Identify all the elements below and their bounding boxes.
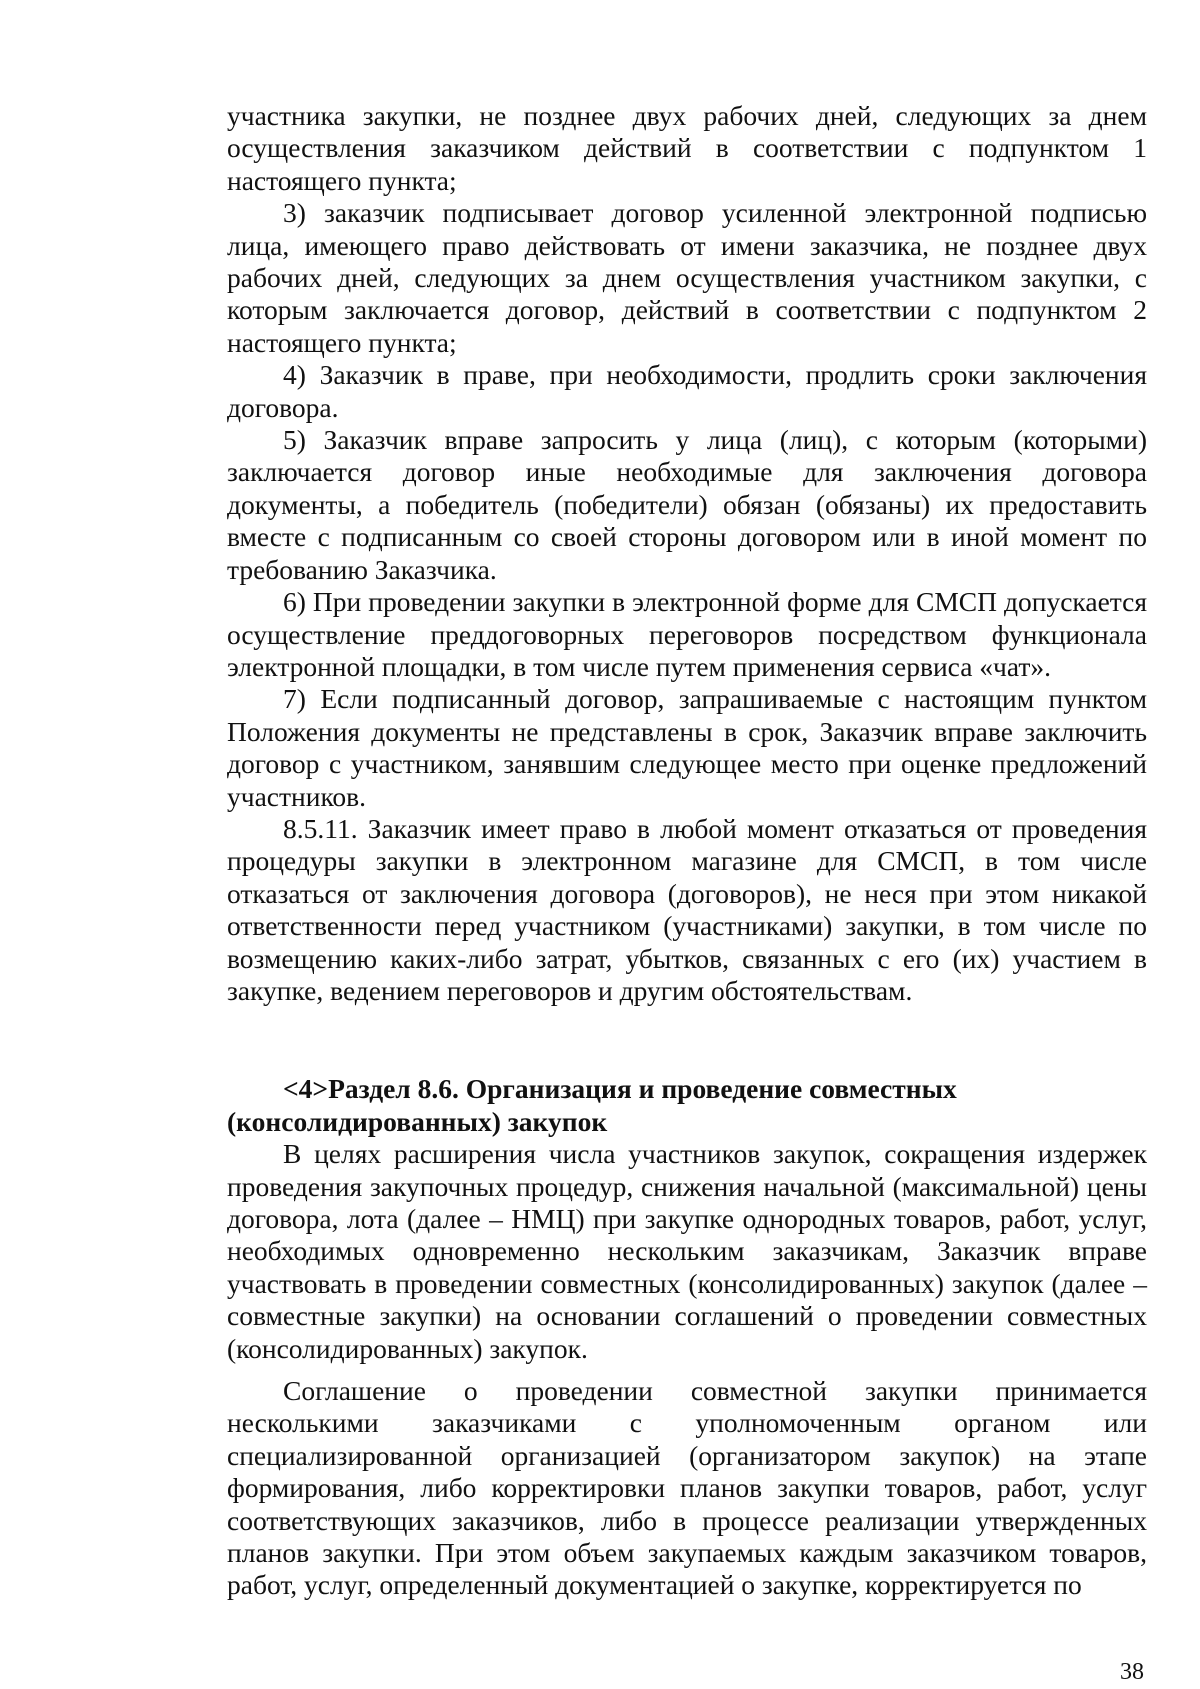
section-heading-8-6: <4>Раздел 8.6. Организация и проведение совместных (консолидированных) закупок [227,1073,957,1137]
paragraph-item-3: 3) заказчик подписывает договор усиленной электронной подписью лица, имеющего право действовать от имени заказчика, не позднее двух рабочих дней, следующих за днем осуществления участником закупки, с которым заключается договор, действий в соответствии с подпунктом 2 настоящего пункта; [227,197,1147,358]
paragraph-8-5-11: 8.5.11. Заказчик имеет право в любой момент отказаться от проведения процедуры закупки в электронном магазине для СМСП, в том числе отказаться от заключения договора (договоров), не неся при этом никакой ответственности перед участником (участниками) закупки, в том числе по возмещению каких-либо затрат, убытков, связанных с его (их) участием в закупке, ведением переговоров и другим обстоятельствам. [227,812,1147,1006]
section-paragraph-2: Соглашение о проведении совместной закупки принимается несколькими заказчиками с уполномоченным органом или специализированной организацией (организатором закупок) на этапе формирования, либо корректировки планов закупки товаров, работ, услуг соответствующих заказчиков, либо в процессе реализации утвержденных планов закупки. При этом объем закупаемых каждым заказчиком товаров, работ, услуг, определенный документацией о закупке, корректируется по [227,1375,1147,1601]
section-paragraph-1: В целях расширения числа участников закупок, сокращения издержек проведения закупочных процедур, снижения начальной (максимальной) цены договора, лота (далее – НМЦ) при закупке однородных товаров, работ, услуг, необходимых одновременно нескольким заказчикам, Заказчик вправе участвовать в проведении совместных (консолидированных) закупок (далее – совместные закупки) на основании соглашений о проведении совместных (консолидированных) закупок. [227,1138,1147,1364]
document-body [227,100,1147,1602]
paragraph-continuation: участника закупки, не позднее двух рабочих дней, следующих за днем осуществления заказчиком действий в соответствии с подпунктом 1 настоящего пункта; [227,100,1147,196]
paragraph-item-4: 4) Заказчик в праве, при необходимости, продлить сроки заключения договора. [227,359,1147,423]
paragraph-item-6: 6) При проведении закупки в электронной форме для СМСП допускается осуществление преддоговорных переговоров посредством функционала электронной площадки, в том числе путем применения сервиса «чат». [227,586,1147,682]
page-number: 38 [1120,1659,1144,1685]
paragraph-item-5: 5) Заказчик вправе запросить у лица (лиц), с которым (которыми) заключается договор иные необходимые для заключения договора документы, а победитель (победители) обязан (обязаны) их предоставить вместе с подписанным со своей стороны договором или в иной момент по требованию Заказчика. [227,424,1147,585]
paragraph-item-7: 7) Если подписанный договор, запрашиваемые с настоящим пунктом Положения документы не представлены в срок, Заказчик вправе заключить договор с участником, занявшим следующее место при оценке предложений участников. [227,683,1147,812]
